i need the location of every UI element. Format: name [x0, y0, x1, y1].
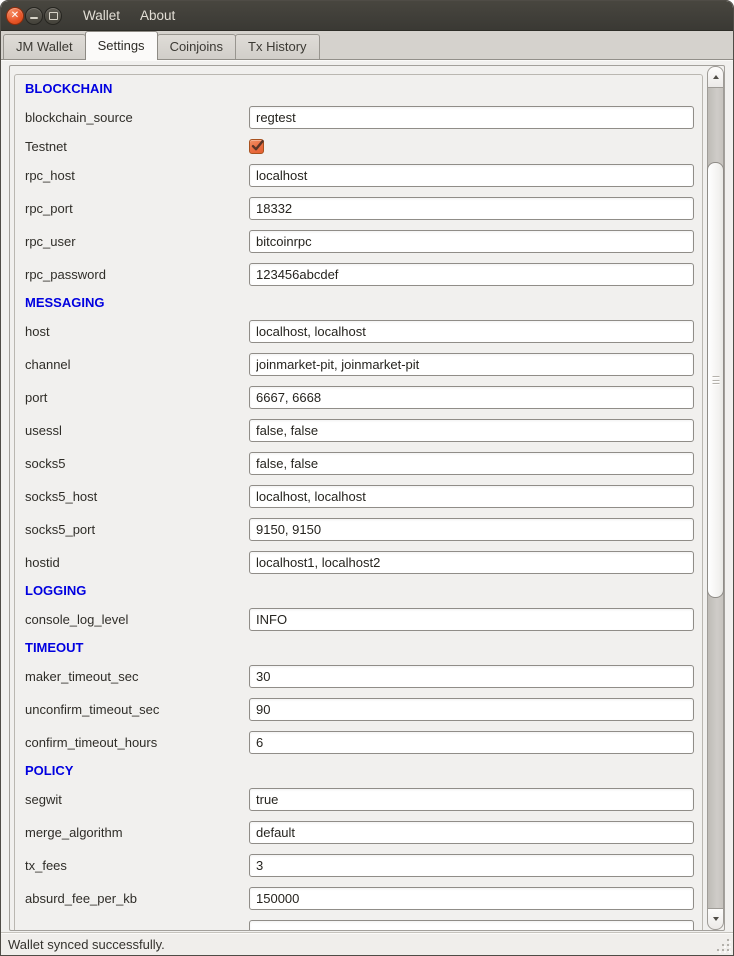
form-row-hostid: [25, 551, 698, 574]
section-title-messaging: MESSAGING: [25, 295, 105, 310]
menu-about[interactable]: About: [140, 8, 176, 23]
form-row-rpc-user: [25, 230, 698, 253]
field-input-unconfirm-timeout-sec[interactable]: [249, 698, 694, 721]
form-row-rpc-password: [25, 263, 698, 286]
window-controls: [6, 7, 62, 25]
form-row-socks5-port: [25, 518, 698, 541]
section-title-logging: LOGGING: [25, 583, 87, 598]
field-input-blockchain-source[interactable]: [249, 106, 694, 129]
field-input-confirm-timeout-hours[interactable]: [249, 731, 694, 754]
form-row-socks5-host: [25, 485, 698, 508]
status-bar: [1, 932, 733, 955]
status-message: Wallet synced successfully.: [8, 936, 165, 952]
section-title-blockchain: BLOCKCHAIN: [25, 81, 113, 96]
resize-grip-icon[interactable]: [714, 938, 731, 953]
menu-wallet[interactable]: Wallet: [83, 8, 121, 23]
field-label-maker-timeout-sec: maker_timeout_sec: [25, 669, 139, 684]
form-row-unconfirm-timeout-sec: [25, 698, 698, 721]
form-row-absurd-fee-per-kb: [25, 887, 698, 910]
scrollbar-track[interactable]: [707, 87, 724, 909]
field-label-host: host: [25, 324, 50, 339]
settings-viewport: [10, 66, 707, 930]
scroll-up-button[interactable]: [707, 66, 724, 88]
field-label-rpc-password: rpc_password: [25, 267, 106, 282]
form-row-channel: [25, 353, 698, 376]
form-row-usessl: [25, 419, 698, 442]
field-input-hostid[interactable]: [249, 551, 694, 574]
field-label-channel: channel: [25, 357, 71, 372]
form-row-partial: [25, 920, 698, 930]
arrow-down-icon: [713, 917, 719, 921]
form-row-maker-timeout-sec: [25, 665, 698, 688]
field-input-maker-timeout-sec[interactable]: [249, 665, 694, 688]
field-label-merge-algorithm: merge_algorithm: [25, 825, 123, 840]
field-input-socks5-port[interactable]: [249, 518, 694, 541]
field-label-console-log-level: console_log_level: [25, 612, 129, 627]
field-label-rpc-user: rpc_user: [25, 234, 76, 249]
field-input-partial[interactable]: [249, 920, 694, 930]
settings-scroll-area: [9, 65, 725, 931]
field-input-port[interactable]: [249, 386, 694, 409]
field-label-blockchain-source: blockchain_source: [25, 110, 133, 125]
form-row-socks5: [25, 452, 698, 475]
form-row-confirm-timeout-hours: [25, 731, 698, 754]
titlebar: [1, 1, 733, 31]
field-input-channel[interactable]: [249, 353, 694, 376]
minimize-window-icon[interactable]: [25, 7, 43, 25]
field-input-segwit[interactable]: [249, 788, 694, 811]
field-input-console-log-level[interactable]: [249, 608, 694, 631]
scrollbar-thumb[interactable]: [707, 162, 724, 598]
tab-bar: [1, 31, 733, 60]
field-label-absurd-fee-per-kb: absurd_fee_per_kb: [25, 891, 138, 906]
section-title-policy: POLICY: [25, 763, 74, 778]
maximize-window-icon[interactable]: [44, 7, 62, 25]
form-row-rpc-host: [25, 164, 698, 187]
field-label-tx-fees: tx_fees: [25, 858, 67, 873]
testnet-checkbox[interactable]: [249, 139, 264, 154]
field-label-usessl: usessl: [25, 423, 62, 438]
tab-tx-history[interactable]: Tx History: [235, 34, 320, 59]
field-label-socks5-host: socks5_host: [25, 489, 98, 504]
vertical-scrollbar[interactable]: [707, 66, 724, 930]
form-row-host: [25, 320, 698, 343]
tab-coinjoins[interactable]: Coinjoins: [157, 34, 236, 59]
field-label-socks5-port: socks5_port: [25, 522, 96, 537]
form-row-testnet: [25, 139, 698, 154]
form-row-console-log-level: [25, 608, 698, 631]
form-row-merge-algorithm: [25, 821, 698, 844]
menubar: [77, 1, 181, 30]
close-window-icon[interactable]: [6, 7, 24, 25]
field-label-rpc-port: rpc_port: [25, 201, 73, 216]
field-input-tx-fees[interactable]: [249, 854, 694, 877]
field-label-unconfirm-timeout-sec: unconfirm_timeout_sec: [25, 702, 160, 717]
field-label-socks5: socks5: [25, 456, 66, 471]
settings-pane: [1, 60, 733, 932]
scrollbar-grip-icon: [712, 376, 719, 384]
field-input-rpc-user[interactable]: [249, 230, 694, 253]
field-label-rpc-host: rpc_host: [25, 168, 75, 183]
field-input-socks5[interactable]: [249, 452, 694, 475]
arrow-up-icon: [713, 75, 719, 79]
tab-settings[interactable]: Settings: [85, 31, 158, 60]
form-row-segwit: [25, 788, 698, 811]
form-row-blockchain-source: [25, 106, 698, 129]
form-row-tx-fees: [25, 854, 698, 877]
field-input-merge-algorithm[interactable]: [249, 821, 694, 844]
field-input-rpc-password[interactable]: [249, 263, 694, 286]
section-title-timeout: TIMEOUT: [25, 640, 84, 655]
field-input-usessl[interactable]: [249, 419, 694, 442]
form-row-rpc-port: [25, 197, 698, 220]
field-input-host[interactable]: [249, 320, 694, 343]
field-label-segwit: segwit: [25, 792, 62, 807]
field-input-rpc-host[interactable]: [249, 164, 694, 187]
form-row-port: [25, 386, 698, 409]
field-input-absurd-fee-per-kb[interactable]: [249, 887, 694, 910]
field-label-confirm-timeout-hours: confirm_timeout_hours: [25, 735, 158, 750]
settings-form: [15, 75, 702, 930]
field-input-socks5-host[interactable]: [249, 485, 694, 508]
scroll-down-button[interactable]: [707, 908, 724, 930]
field-label-port: port: [25, 390, 48, 405]
settings-groupbox: [14, 74, 703, 930]
tab-jm-wallet[interactable]: JM Wallet: [3, 34, 86, 59]
field-input-rpc-port[interactable]: [249, 197, 694, 220]
field-label-testnet: Testnet: [25, 139, 67, 154]
field-label-hostid: hostid: [25, 555, 60, 570]
